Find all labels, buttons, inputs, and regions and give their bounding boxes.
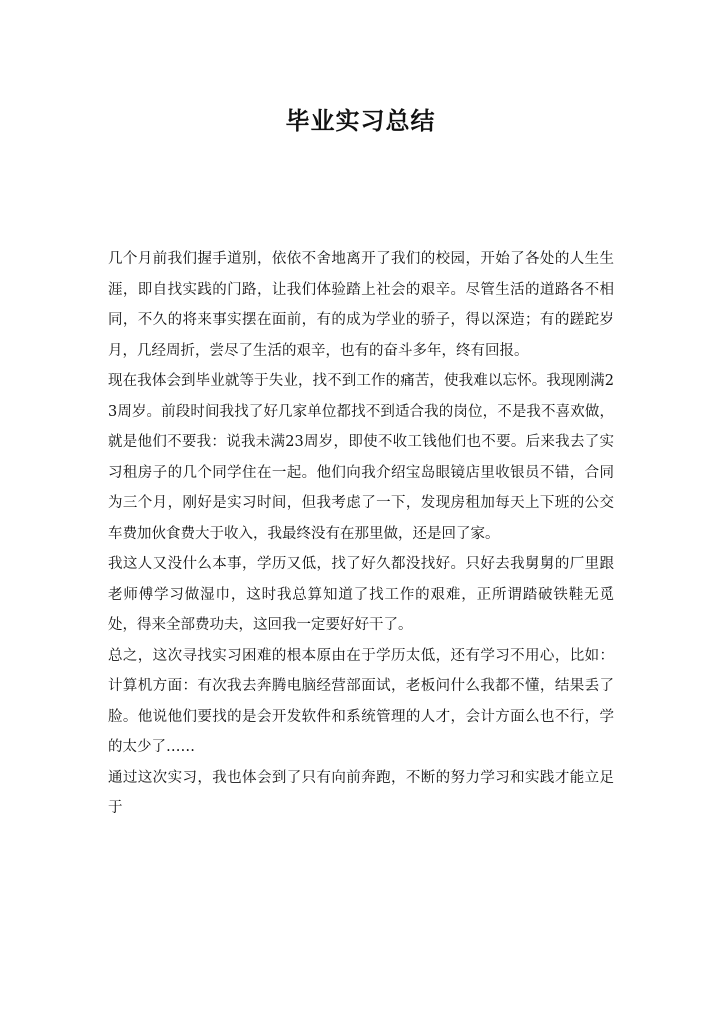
paragraph-4: 总之，这次寻找实习困难的根本原由在于学历太低，还有学习不用心，比如：计算机方面：有次我去奔腾电脑经营部面试，老板问什么我都不懂，结果丢了脸。他说他们要找的是会开发软件和系统管理的人才，会计方面么也不行，学的太少了…… xyxy=(108,647,614,755)
document-title: 毕业实习总结 xyxy=(285,107,436,136)
paragraph-5: 通过这次实习，我也体会到了只有向前奔跑，不断的努力学习和实践才能立足于 xyxy=(108,769,614,816)
document-body xyxy=(108,244,614,824)
paragraph-1: 几个月前我们握手道别，依依不舍地离开了我们的校园，开始了各处的人生生涯，即自找实践的门路，让我们体验踏上社会的艰辛。尽管生活的道路各不相同，不久的将来事实摆在面前，有的成为学业的骄子，得以深造；有的蹉跎岁月，几经周折，尝尽了生活的艰辛，也有的奋斗多年，终有回报。 xyxy=(108,251,614,359)
paragraph-2: 现在我体会到毕业就等于失业，找不到工作的痛苦，使我难以忘怀。我现刚满23周岁。前段时间我找了好几家单位都找不到适合我的岗位，不是我不喜欢做，就是他们不要我：说我未满23周岁，即使不收工钱他们也不要。后来我去了实习租房子的几个同学住在一起。他们向我介绍宝岛眼镜店里收银员不错，合同为三个月，刚好是实习时间，但我考虑了一下，发现房租加每天上下班的公交车费加伙食费大于收入，我最终没有在那里做，还是回了家。 xyxy=(108,373,614,542)
paragraph-3: 我这人又没什么本事，学历又低，找了好久都没找好。只好去我舅舅的厂里跟老师傅学习做湿巾，这时我总算知道了找工作的艰难，正所谓踏破铁鞋无觅处，得来全部费功夫，这回我一定要好好干了。 xyxy=(108,556,614,633)
